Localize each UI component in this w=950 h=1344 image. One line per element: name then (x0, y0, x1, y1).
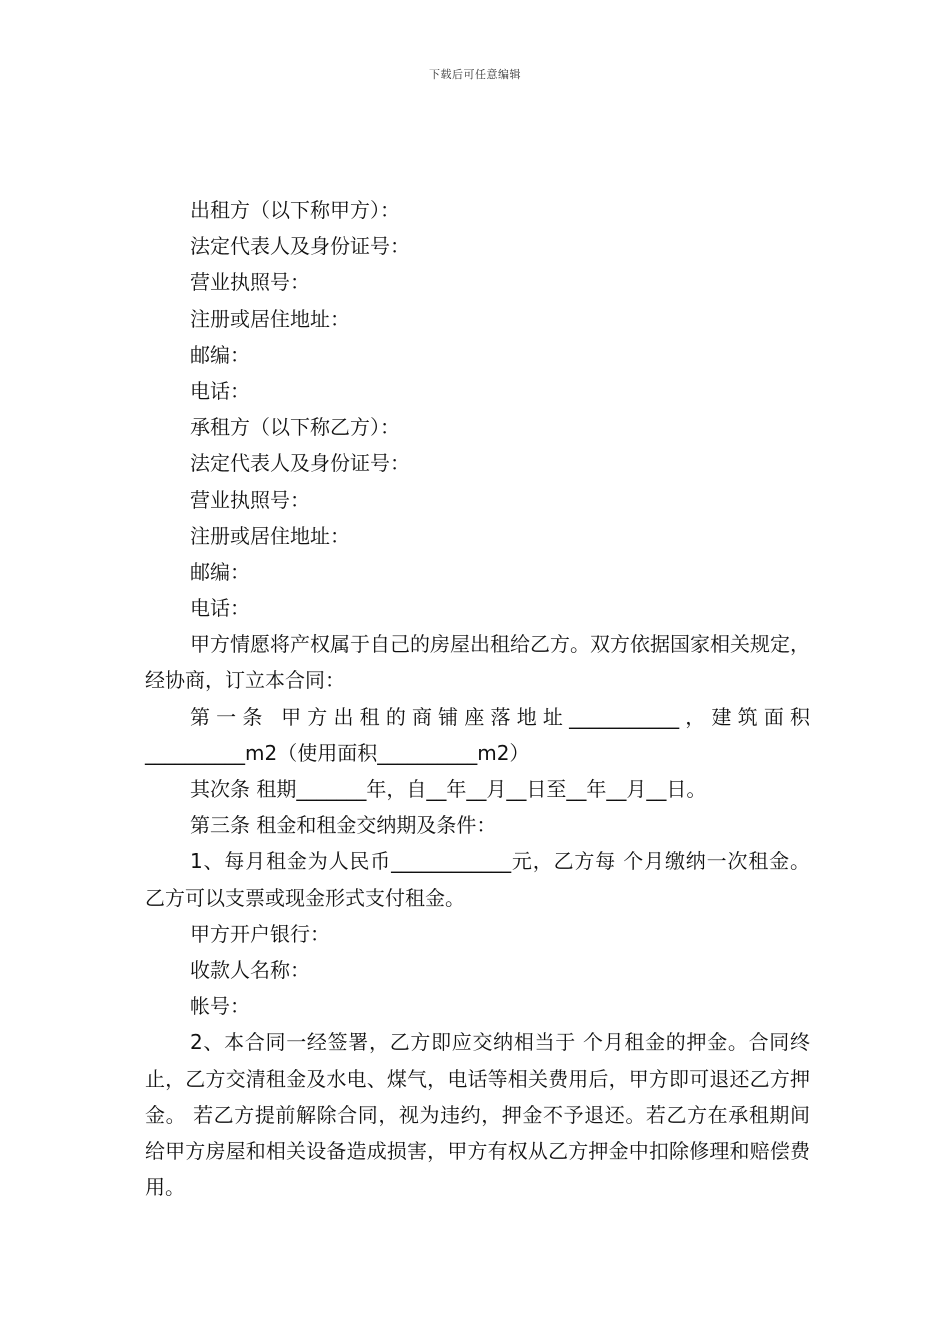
lessee-title: 承租方（以下称乙方）： (190, 415, 400, 440)
contract-intro: 甲方情愿将产权属于自己的房屋出租给乙方。双方依据国家相关规定，经协商，订立本合同： (145, 632, 810, 693)
article-3-item-1: 1、每月租金为人民币____________元，乙方每 个月缴纳一次租金。 乙方可以支票或现金形式支付租金。 (145, 849, 810, 910)
lessee-representative: 法定代表人及身份证号： (190, 451, 410, 476)
account-field: 帐号： (190, 994, 250, 1019)
lessor-representative: 法定代表人及身份证号： (190, 234, 410, 259)
article-3-title: 第三条 租金和租金交纳期及条件： (190, 813, 497, 838)
lessee-address: 注册或居住地址： (190, 523, 350, 548)
page-header-note: 下载后可任意编辑 (429, 68, 521, 81)
lessor-address: 注册或居住地址： (190, 306, 350, 331)
lessor-title: 出租方（以下称甲方）： (190, 198, 400, 222)
payee-field: 收款人名称： (190, 958, 310, 983)
article-2: 其次条 租期_______年，自__年__月__日至__年__月__日。 (190, 777, 707, 802)
lessor-postcode: 邮编： (190, 342, 250, 367)
lessee-license: 营业执照号： (190, 487, 310, 512)
lessor-phone: 电话： (190, 378, 250, 403)
article-1: 第一条 甲方出租的商铺座落地址___________，建筑面积__________m2（使用面积__________m2） (145, 704, 810, 765)
bank-field: 甲方开户银行： (190, 921, 330, 946)
lessee-phone: 电话： (190, 596, 250, 621)
contract-body (145, 192, 810, 1205)
lessee-postcode: 邮编： (190, 559, 250, 584)
lessor-license: 营业执照号： (190, 270, 310, 295)
article-3-item-2: 2、本合同一经签署，乙方即应交纳相当于 个月租金的押金。合同终止，乙方交清租金及水电、煤气，电话等相关费用后，甲方即可退还乙方押金。 若乙方提前解除合同，视为违约，押金不予退还。若乙方在承租期间给甲方房屋和相关设备造成损害，甲方有权从乙方押金中扣除修理和赔偿费用。 (145, 1030, 810, 1200)
